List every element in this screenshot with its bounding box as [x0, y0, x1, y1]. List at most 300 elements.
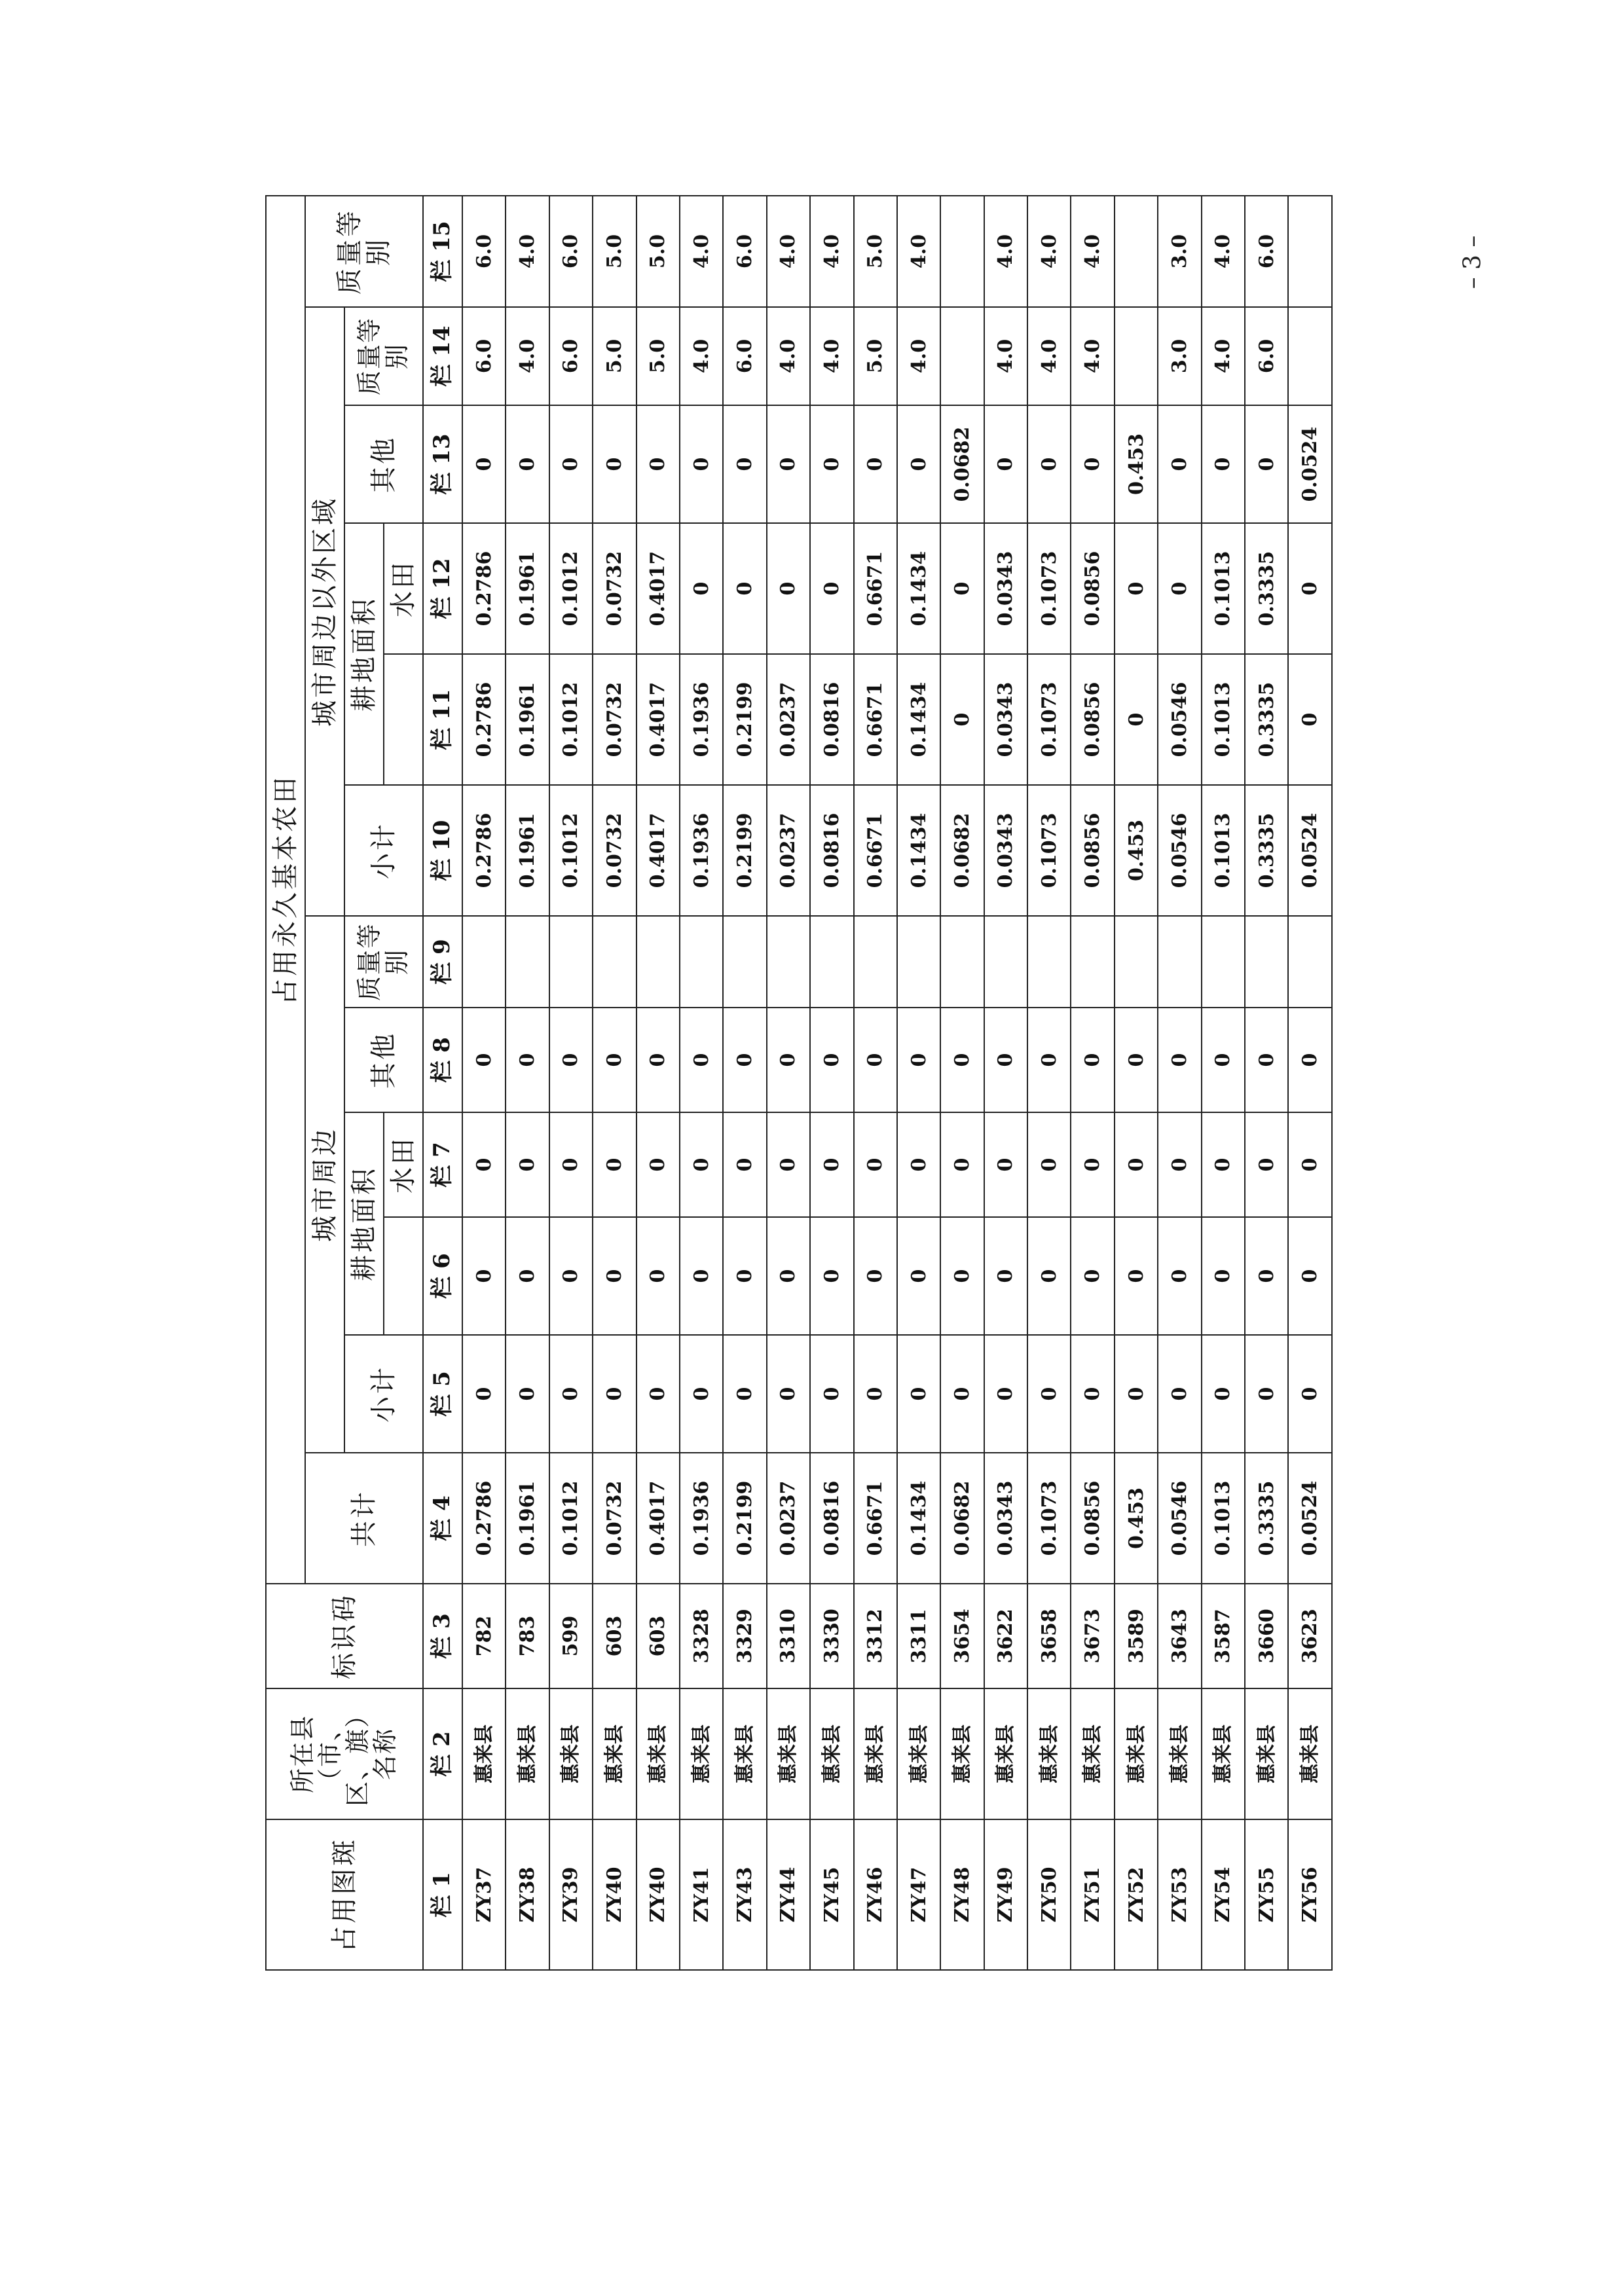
- table-cell: 4.0: [1027, 196, 1071, 307]
- table-row: [810, 196, 853, 1970]
- table-cell: 0: [940, 654, 984, 785]
- table-cell: 0: [1115, 1008, 1158, 1112]
- table-cell: [1245, 916, 1288, 1008]
- table-cell: 0.4017: [637, 523, 680, 654]
- table-cell: 0: [810, 1217, 853, 1335]
- table-cell: 0: [680, 1335, 723, 1453]
- header-occupied-basic-farmland: 占用永久基本农田: [266, 196, 305, 1584]
- table-cell: 0: [767, 1112, 810, 1217]
- table-cell: 0.1013: [1202, 1453, 1245, 1584]
- table-cell: 0: [1071, 1335, 1114, 1453]
- header-paddy-12: 水田: [384, 523, 423, 654]
- table-cell: 0: [1071, 1008, 1114, 1112]
- table-cell: 0: [767, 523, 810, 654]
- table-cell: 惠来县: [1027, 1688, 1071, 1819]
- header-other-13: 其他: [344, 405, 423, 523]
- table-cell: 0.6671: [854, 654, 897, 785]
- table-cell: ZY47: [897, 1819, 940, 1970]
- table-cell: 惠来县: [723, 1688, 766, 1819]
- table-cell: [897, 916, 940, 1008]
- table-cell: 0.0343: [984, 1453, 1027, 1584]
- table-cell: [1288, 196, 1332, 307]
- table-cell: ZY49: [984, 1819, 1027, 1970]
- table-cell: 0: [680, 523, 723, 654]
- table-row: [1115, 196, 1158, 1970]
- table-cell: 0: [897, 405, 940, 523]
- table-cell: 0: [549, 1008, 593, 1112]
- table-cell: 0: [984, 1008, 1027, 1112]
- table-cell: [1115, 196, 1158, 307]
- table-cell: 惠来县: [593, 1688, 636, 1819]
- table-cell: 惠来县: [506, 1688, 549, 1819]
- table-cell: 0: [637, 1008, 680, 1112]
- table-cell: 0.0682: [940, 785, 984, 916]
- table-body: [462, 196, 1332, 1970]
- header-county: 所在县（市、区、旗）名称: [266, 1688, 423, 1819]
- header-subtotal-10: 小计: [344, 785, 423, 916]
- table-cell: 0: [549, 1112, 593, 1217]
- table-cell: 4.0: [984, 307, 1027, 405]
- table-cell: 0.1434: [897, 654, 940, 785]
- table-cell: 0: [897, 1112, 940, 1217]
- table-cell: 0: [1027, 1217, 1071, 1335]
- table-row: [1288, 196, 1332, 1970]
- table-cell: 0: [1158, 1217, 1201, 1335]
- table-cell: 6.0: [723, 196, 766, 307]
- header-subtotal-5: 小计: [344, 1335, 423, 1453]
- table-cell: 5.0: [637, 307, 680, 405]
- column-number-cell: 栏 14: [423, 307, 462, 405]
- table-row: [593, 196, 636, 1970]
- table-cell: 0.2199: [723, 785, 766, 916]
- table-cell: 3654: [940, 1584, 984, 1688]
- table-cell: 0: [810, 1335, 853, 1453]
- table-cell: 0: [680, 405, 723, 523]
- table-cell: 4.0: [1027, 307, 1071, 405]
- table-cell: 6.0: [549, 307, 593, 405]
- table-cell: 0: [680, 1217, 723, 1335]
- table-row: [637, 196, 680, 1970]
- table-cell: 0: [723, 1112, 766, 1217]
- table-cell: 0: [1288, 1008, 1332, 1112]
- table-cell: 0: [1288, 654, 1332, 785]
- table-cell: 0: [1158, 1335, 1201, 1453]
- table-cell: [637, 916, 680, 1008]
- table-cell: [549, 916, 593, 1008]
- table-cell: 0: [1071, 1217, 1114, 1335]
- farmland-occupation-table: [265, 195, 1333, 1971]
- table-cell: 0.1012: [549, 1453, 593, 1584]
- table-cell: 惠来县: [854, 1688, 897, 1819]
- header-arable-area-11: 耕地面积: [344, 523, 384, 785]
- table-cell: 0.1936: [680, 1453, 723, 1584]
- header-other-8: 其他: [344, 1008, 423, 1112]
- table-cell: 0.0343: [984, 785, 1027, 916]
- table-row: [1158, 196, 1201, 1970]
- table-cell: 0: [1202, 1008, 1245, 1112]
- table-row: [767, 196, 810, 1970]
- table-cell: [810, 916, 853, 1008]
- table-cell: 0: [984, 1112, 1027, 1217]
- header-arable-area-6: 耕地面积: [344, 1112, 384, 1335]
- table-cell: 782: [462, 1584, 506, 1688]
- table-cell: 5.0: [854, 196, 897, 307]
- table-cell: [940, 916, 984, 1008]
- table-cell: 0: [1071, 1112, 1114, 1217]
- table-cell: 0.0343: [984, 523, 1027, 654]
- table-cell: 0.0856: [1071, 1453, 1114, 1584]
- table-cell: [1288, 916, 1332, 1008]
- column-number-cell: 栏 6: [423, 1217, 462, 1335]
- table-cell: 惠来县: [549, 1688, 593, 1819]
- table-cell: 0: [810, 1008, 853, 1112]
- table-cell: ZY56: [1288, 1819, 1332, 1970]
- table-cell: 0: [549, 1335, 593, 1453]
- table-cell: 惠来县: [1071, 1688, 1114, 1819]
- column-number-cell: 栏 8: [423, 1008, 462, 1112]
- table-cell: 0.2786: [462, 785, 506, 916]
- table-cell: 0: [1288, 1112, 1332, 1217]
- table-cell: 3658: [1027, 1584, 1071, 1688]
- table-cell: ZY43: [723, 1819, 766, 1970]
- table-cell: ZY41: [680, 1819, 723, 1970]
- table-cell: 0.1073: [1027, 785, 1071, 916]
- table-row: [897, 196, 940, 1970]
- table-cell: 6.0: [723, 307, 766, 405]
- table-cell: 0: [767, 1008, 810, 1112]
- table-cell: 惠来县: [767, 1688, 810, 1819]
- table-cell: 0: [940, 1112, 984, 1217]
- table-cell: ZY53: [1158, 1819, 1201, 1970]
- table-cell: 0: [984, 1217, 1027, 1335]
- table-cell: 4.0: [1071, 307, 1114, 405]
- table-cell: [984, 916, 1027, 1008]
- table-cell: 4.0: [810, 196, 853, 307]
- table-cell: ZY39: [549, 1819, 593, 1970]
- table-cell: 4.0: [767, 196, 810, 307]
- table-cell: 0: [854, 1112, 897, 1217]
- table-cell: 0: [854, 405, 897, 523]
- table-cell: ZY46: [854, 1819, 897, 1970]
- table-cell: 0: [1245, 405, 1288, 523]
- header-paddy-7: 水田: [384, 1112, 423, 1217]
- table-cell: 0: [940, 1335, 984, 1453]
- table-cell: 0.0816: [810, 1453, 853, 1584]
- table-cell: 0.1012: [549, 654, 593, 785]
- table-cell: 0.0732: [593, 654, 636, 785]
- column-number-cell: 栏 1: [423, 1819, 462, 1970]
- table-cell: ZY38: [506, 1819, 549, 1970]
- table-cell: 0.0856: [1071, 523, 1114, 654]
- table-row: [1245, 196, 1288, 1970]
- table-cell: 599: [549, 1584, 593, 1688]
- table-cell: 0.0524: [1288, 405, 1332, 523]
- table-cell: 惠来县: [1245, 1688, 1288, 1819]
- table-cell: 0: [549, 405, 593, 523]
- table-cell: 0: [723, 1335, 766, 1453]
- table-cell: 4.0: [1202, 196, 1245, 307]
- table-cell: 惠来县: [637, 1688, 680, 1819]
- table-cell: 0: [723, 405, 766, 523]
- table-cell: 0: [1202, 1112, 1245, 1217]
- table-cell: 603: [593, 1584, 636, 1688]
- table-cell: 0: [984, 1335, 1027, 1453]
- column-number-cell: 栏 2: [423, 1688, 462, 1819]
- table-cell: [723, 916, 766, 1008]
- table-cell: 0: [637, 1335, 680, 1453]
- table-cell: 0.0732: [593, 1453, 636, 1584]
- table-cell: 4.0: [897, 307, 940, 405]
- table-cell: 0: [940, 1217, 984, 1335]
- table-cell: 0: [637, 1112, 680, 1217]
- table-cell: 5.0: [637, 196, 680, 307]
- table-row: [1071, 196, 1114, 1970]
- table-cell: 0.0546: [1158, 785, 1201, 916]
- header-quality-14: 质量等别: [344, 307, 423, 405]
- table-row: [723, 196, 766, 1970]
- table-cell: 0: [723, 523, 766, 654]
- table-row: [506, 196, 549, 1970]
- table-cell: 0: [1202, 405, 1245, 523]
- header-outside-city: 城市周边以外区域: [305, 307, 344, 916]
- column-number-cell: 栏 5: [423, 1335, 462, 1453]
- table-cell: 0: [637, 405, 680, 523]
- table-cell: 0.2786: [462, 523, 506, 654]
- table-cell: 3330: [810, 1584, 853, 1688]
- table-cell: 0.3335: [1245, 785, 1288, 916]
- table-row: [854, 196, 897, 1970]
- table-cell: 0: [506, 1112, 549, 1217]
- table-cell: 0: [506, 405, 549, 523]
- page-number: – 3 –: [1459, 235, 1486, 289]
- table-cell: 0: [984, 405, 1027, 523]
- table-cell: 4.0: [1071, 196, 1114, 307]
- table-cell: 0.1434: [897, 1453, 940, 1584]
- table-cell: 0.1434: [897, 523, 940, 654]
- column-number-cell: 栏 4: [423, 1453, 462, 1584]
- table-cell: 惠来县: [1202, 1688, 1245, 1819]
- table-cell: 0.6671: [854, 1453, 897, 1584]
- table-row: [940, 196, 984, 1970]
- table-cell: 3.0: [1158, 307, 1201, 405]
- table-row: [984, 196, 1027, 1970]
- table-cell: 0.1961: [506, 523, 549, 654]
- table-cell: 0.6671: [854, 523, 897, 654]
- table-cell: 3643: [1158, 1584, 1201, 1688]
- table-cell: [1288, 307, 1332, 405]
- table-cell: 4.0: [680, 196, 723, 307]
- table-cell: 4.0: [680, 307, 723, 405]
- table-row: [680, 196, 723, 1970]
- header-total: 共计: [305, 1453, 423, 1584]
- column-number-cell: 栏 11: [423, 654, 462, 785]
- table-cell: 0: [1245, 1217, 1288, 1335]
- table-cell: [506, 916, 549, 1008]
- table-cell: 0.1013: [1202, 654, 1245, 785]
- table-cell: [854, 916, 897, 1008]
- table-cell: 0.0546: [1158, 1453, 1201, 1584]
- table-cell: [767, 916, 810, 1008]
- table-cell: 783: [506, 1584, 549, 1688]
- table-cell: 6.0: [1245, 196, 1288, 307]
- table-cell: 0: [462, 1112, 506, 1217]
- table-cell: 0: [506, 1335, 549, 1453]
- table-cell: 惠来县: [1288, 1688, 1332, 1819]
- table-cell: 0: [1288, 523, 1332, 654]
- table-cell: 4.0: [897, 196, 940, 307]
- table-cell: 0.453: [1115, 405, 1158, 523]
- table-cell: 0.1013: [1202, 523, 1245, 654]
- table-row: [1202, 196, 1245, 1970]
- table-cell: [593, 916, 636, 1008]
- table-cell: 0: [1245, 1335, 1288, 1453]
- table-cell: 惠来县: [1158, 1688, 1201, 1819]
- table-cell: 6.0: [549, 196, 593, 307]
- table-cell: 0.1073: [1027, 523, 1071, 654]
- header-quality-grade-15: 质量等别: [305, 196, 423, 307]
- table-cell: 惠来县: [810, 1688, 853, 1819]
- table-cell: 0.1073: [1027, 654, 1071, 785]
- table-cell: 0: [1202, 1217, 1245, 1335]
- table-cell: 0: [462, 405, 506, 523]
- table-cell: 惠来县: [1115, 1688, 1158, 1819]
- table-cell: 0: [1202, 1335, 1245, 1453]
- table-cell: 0: [593, 1008, 636, 1112]
- table-cell: 0.0237: [767, 785, 810, 916]
- table-cell: 0: [1071, 405, 1114, 523]
- table-cell: 4.0: [506, 307, 549, 405]
- table-cell: 3622: [984, 1584, 1027, 1688]
- table-cell: ZY40: [637, 1819, 680, 1970]
- table-cell: 6.0: [462, 196, 506, 307]
- table-cell: 3310: [767, 1584, 810, 1688]
- table-cell: 0: [1288, 1335, 1332, 1453]
- table-cell: 0: [506, 1008, 549, 1112]
- table-cell: 0.1936: [680, 785, 723, 916]
- table-cell: 0.0343: [984, 654, 1027, 785]
- table-cell: 惠来县: [680, 1688, 723, 1819]
- header-arable-blank-6: [384, 1217, 423, 1335]
- table-cell: 0: [897, 1335, 940, 1453]
- table-cell: 3660: [1245, 1584, 1288, 1688]
- table-cell: 3312: [854, 1584, 897, 1688]
- table-cell: 0.0856: [1071, 654, 1114, 785]
- table-cell: 0: [680, 1008, 723, 1112]
- table-cell: 0.0816: [810, 654, 853, 785]
- table-cell: 0: [810, 1112, 853, 1217]
- table-cell: 0.4017: [637, 785, 680, 916]
- table-cell: 6.0: [1245, 307, 1288, 405]
- table-cell: 0: [854, 1335, 897, 1453]
- table-cell: 0: [549, 1217, 593, 1335]
- table-cell: 0: [462, 1008, 506, 1112]
- table-cell: [1071, 916, 1114, 1008]
- table-cell: 3328: [680, 1584, 723, 1688]
- header-plot: 占用图斑: [266, 1819, 423, 1970]
- table-cell: 0.1961: [506, 785, 549, 916]
- table-cell: 0: [767, 1217, 810, 1335]
- table-cell: 0: [1158, 405, 1201, 523]
- table-cell: 0: [767, 1335, 810, 1453]
- table-cell: 0.2199: [723, 1453, 766, 1584]
- table-cell: 0.1013: [1202, 785, 1245, 916]
- table-cell: 0: [723, 1217, 766, 1335]
- column-number-cell: 栏 9: [423, 916, 462, 1008]
- table-cell: 0: [854, 1217, 897, 1335]
- table-cell: 0: [1115, 654, 1158, 785]
- header-city-periphery: 城市周边: [305, 916, 344, 1453]
- table-cell: 0: [680, 1112, 723, 1217]
- table-cell: 0.3335: [1245, 654, 1288, 785]
- table-cell: [1115, 916, 1158, 1008]
- table-cell: 4.0: [767, 307, 810, 405]
- table-cell: ZY45: [810, 1819, 853, 1970]
- table-cell: ZY51: [1071, 1819, 1114, 1970]
- table-cell: 0: [940, 1008, 984, 1112]
- column-number-cell: 栏 15: [423, 196, 462, 307]
- table-cell: ZY54: [1202, 1819, 1245, 1970]
- table-cell: 0.0816: [810, 785, 853, 916]
- table-cell: 0.0524: [1288, 785, 1332, 916]
- table-cell: 3589: [1115, 1584, 1158, 1688]
- table-cell: 0.1936: [680, 654, 723, 785]
- table-cell: 0: [1115, 1217, 1158, 1335]
- table-cell: 0: [462, 1217, 506, 1335]
- header-id: 标识码: [266, 1584, 423, 1688]
- table-cell: 0: [1245, 1008, 1288, 1112]
- table-cell: 0: [506, 1217, 549, 1335]
- column-number-cell: 栏 3: [423, 1584, 462, 1688]
- table-cell: 4.0: [810, 307, 853, 405]
- table-cell: 0: [810, 405, 853, 523]
- table-cell: 0.4017: [637, 654, 680, 785]
- table-cell: 0: [1027, 1008, 1071, 1112]
- table-cell: 0: [1288, 1217, 1332, 1335]
- table-cell: 0.0682: [940, 405, 984, 523]
- table-cell: 惠来县: [462, 1688, 506, 1819]
- table-cell: 惠来县: [897, 1688, 940, 1819]
- column-number-cell: 栏 7: [423, 1112, 462, 1217]
- table-cell: [462, 916, 506, 1008]
- table-cell: 0.4017: [637, 1453, 680, 1584]
- table-cell: ZY52: [1115, 1819, 1158, 1970]
- table-cell: 603: [637, 1584, 680, 1688]
- table-cell: 0.1961: [506, 1453, 549, 1584]
- table-cell: 5.0: [593, 196, 636, 307]
- table-cell: [940, 196, 984, 307]
- table-cell: 0.0524: [1288, 1453, 1332, 1584]
- header-quality-9: 质量等别: [344, 916, 423, 1008]
- table-cell: 3.0: [1158, 196, 1201, 307]
- table-cell: 0.2786: [462, 1453, 506, 1584]
- table-cell: 0: [1158, 523, 1201, 654]
- table-cell: 0: [1158, 1008, 1201, 1112]
- table-cell: 0.1012: [549, 785, 593, 916]
- table-cell: 0: [854, 1008, 897, 1112]
- table-cell: 0.0732: [593, 785, 636, 916]
- table-cell: 0: [593, 405, 636, 523]
- table-cell: 6.0: [462, 307, 506, 405]
- table-cell: ZY55: [1245, 1819, 1288, 1970]
- table-cell: 5.0: [854, 307, 897, 405]
- table-cell: 0.0682: [940, 1453, 984, 1584]
- table-cell: 0.0856: [1071, 785, 1114, 916]
- table-cell: 0: [593, 1112, 636, 1217]
- table-cell: 0: [1115, 1112, 1158, 1217]
- table-cell: [1202, 916, 1245, 1008]
- table-cell: [940, 307, 984, 405]
- table-cell: 0: [723, 1008, 766, 1112]
